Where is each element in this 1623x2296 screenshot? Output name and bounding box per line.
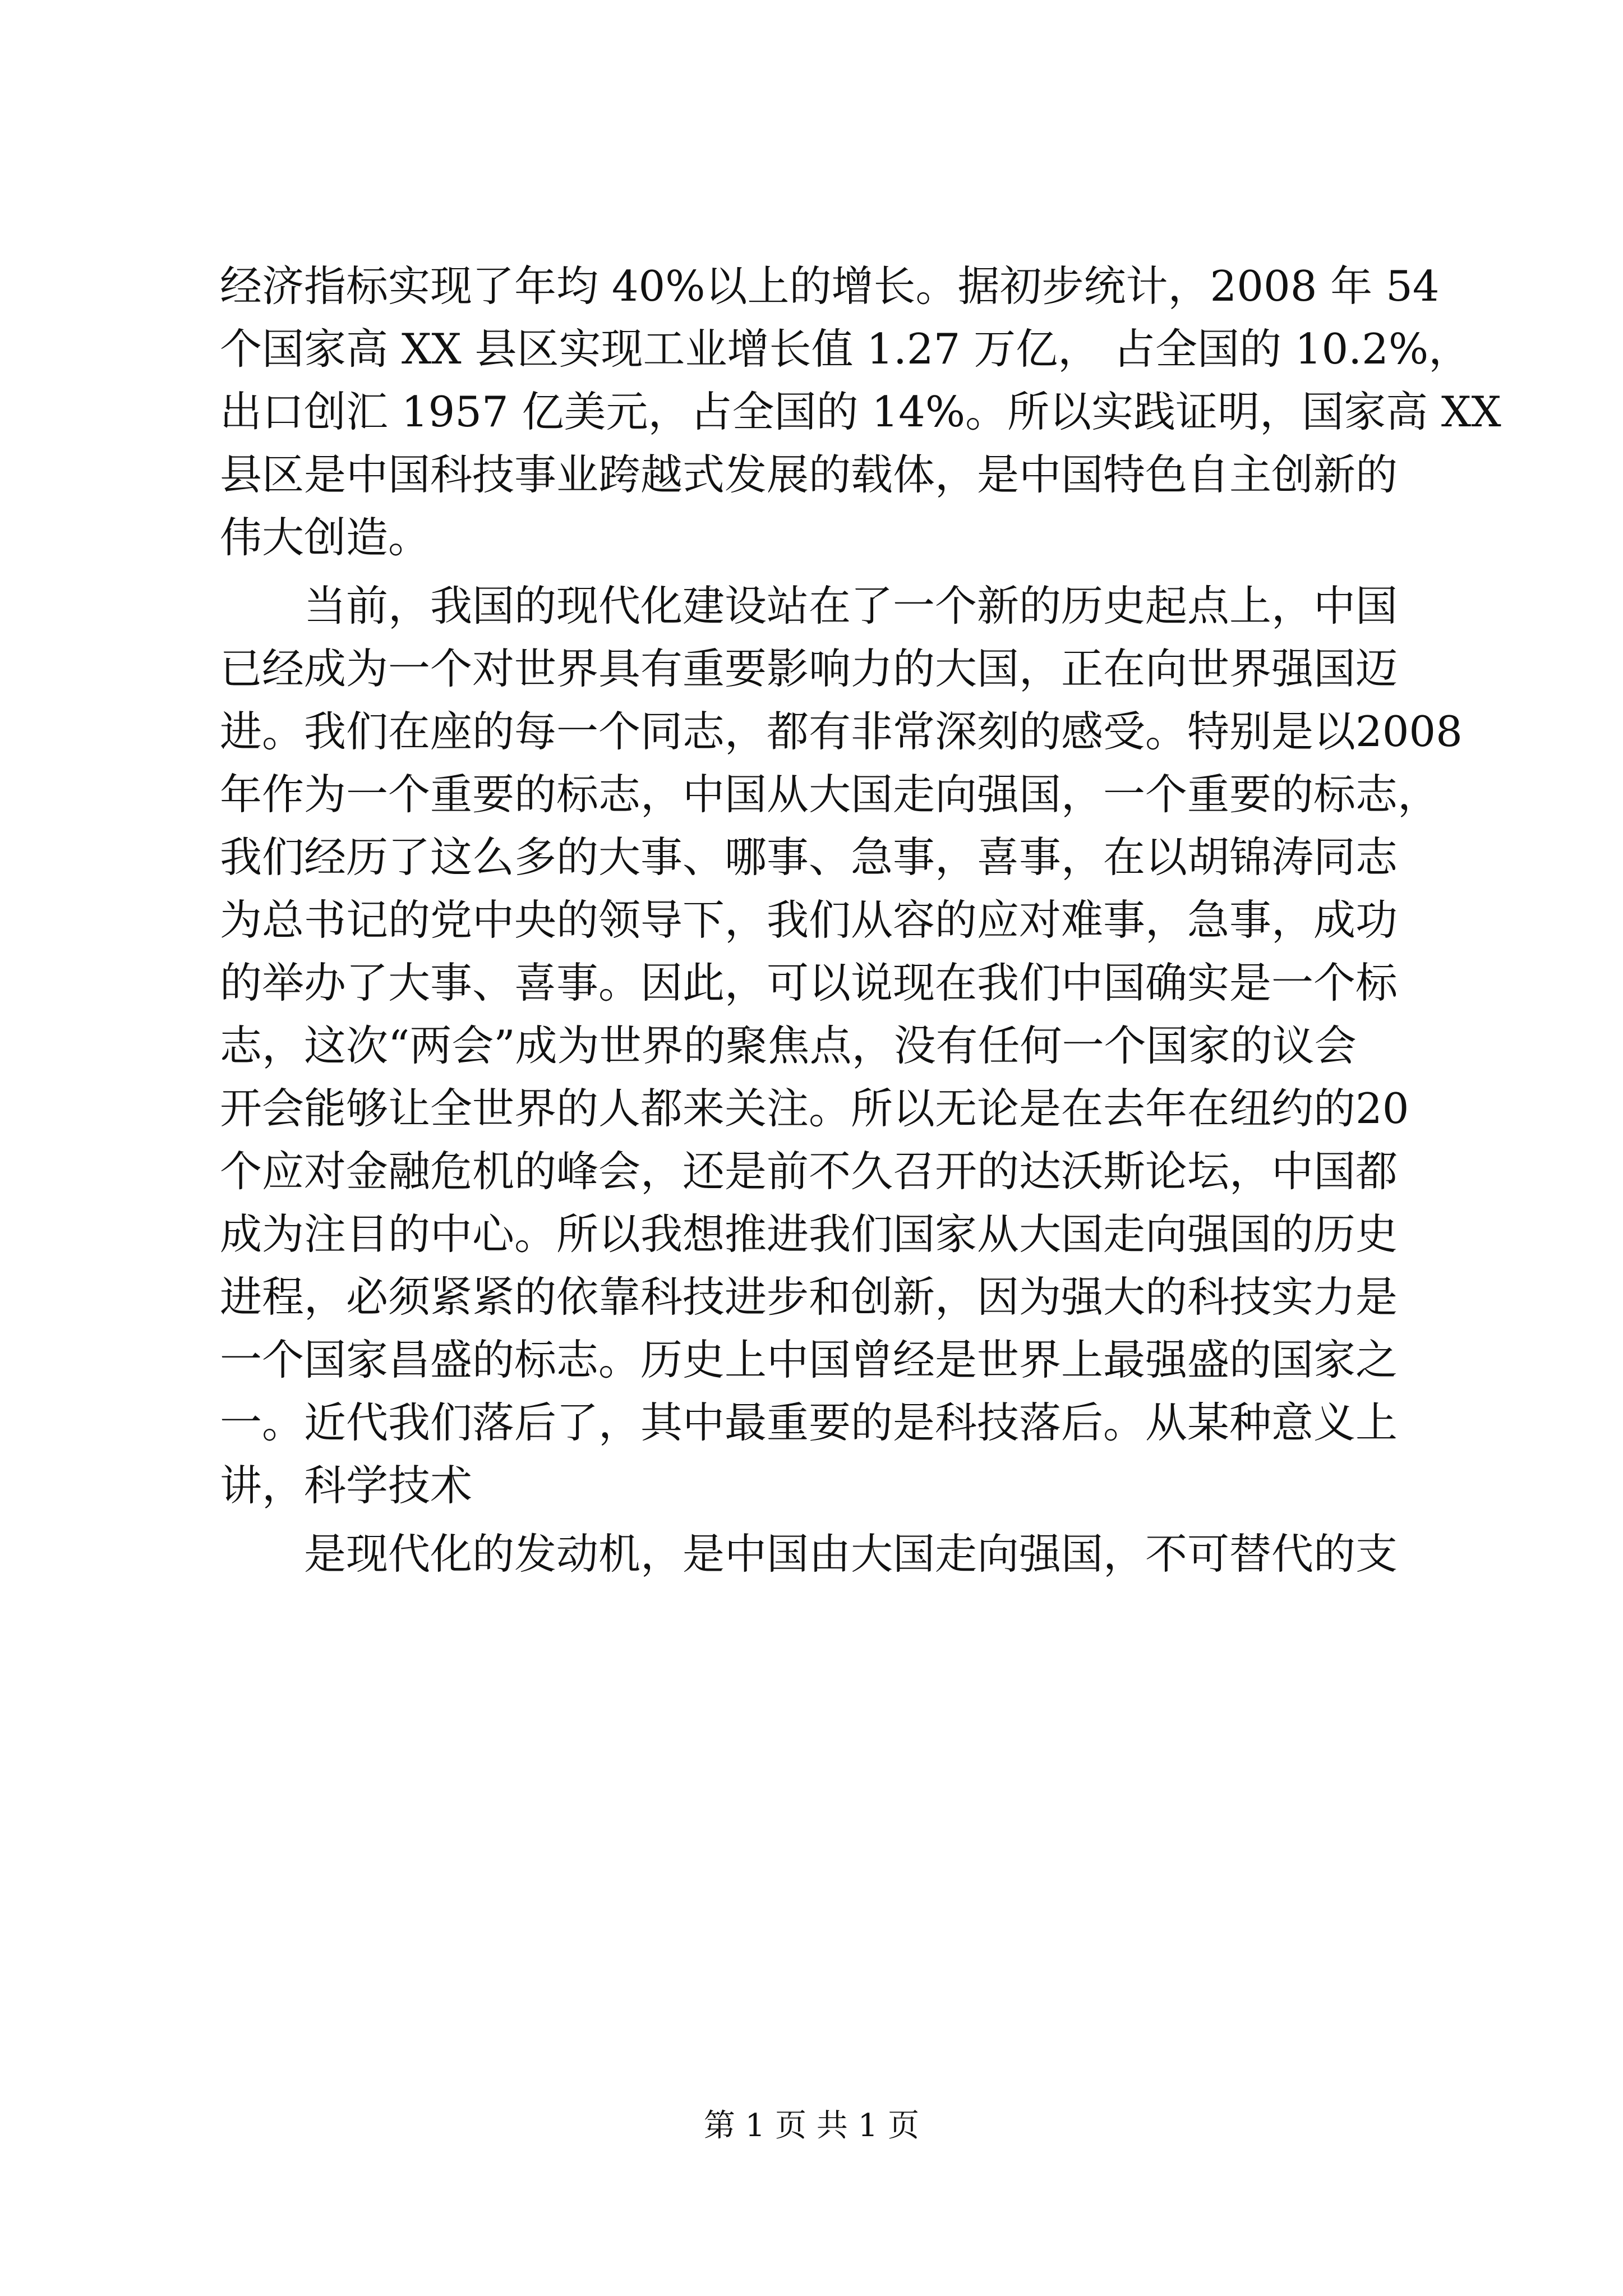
text-line: 志，这次“两会”成为世界的聚焦点，没有任何一个国家的议会 xyxy=(220,1021,1357,1070)
text-line: 开会能够让全世界的人都来关注。所以无论是在去年在纽约的20 xyxy=(220,1084,1409,1133)
text-line: 年作为一个重要的标志，中国从大国走向强国，一个重要的标志， xyxy=(220,770,1440,819)
text-line: 伟大创造。 xyxy=(220,513,431,562)
text-line: 经济指标实现了年均 40%以上的增长。据初步统计，2008 年 54 xyxy=(220,261,1440,311)
text-line: 我们经历了这么多的大事、哪事、急事，喜事，在以胡锦涛同志 xyxy=(220,832,1398,882)
text-line: 的举办了大事、喜事。因此，可以说现在我们中国确实是一个标 xyxy=(220,958,1398,1007)
text-line: 一个国家昌盛的标志。历史上中国曾经是世界上最强盛的国家之 xyxy=(220,1335,1398,1384)
text-line: 进程，必须紧紧的依靠科技进步和创新，因为强大的科技实力是 xyxy=(220,1272,1398,1322)
text-line: 出口创汇 1957 亿美元，占全国的 14%。所以实践证明，国家高 XX xyxy=(220,387,1501,436)
text-line: 讲，科学技术 xyxy=(220,1461,473,1510)
text-line: 一。近代我们落后了，其中最重要的是科技落后。从某种意义上 xyxy=(220,1398,1398,1447)
text-line: 县区是中国科技事业跨越式发展的载体，是中国特色自主创新的 xyxy=(220,450,1398,499)
text-line: 进。我们在座的每一个同志，都有非常深刻的感受。特别是以2008 xyxy=(220,707,1463,756)
text-line: 为总书记的党中央的领导下，我们从容的应对难事，急事，成功 xyxy=(220,895,1398,945)
text-line: 是现代化的发动机，是中国由大国走向强国，不可替代的支 xyxy=(304,1529,1398,1579)
page-footer: 第 1 页 共 1 页 xyxy=(703,2108,920,2144)
text-line: 个应对金融危机的峰会，还是前不久召开的达沃斯论坛，中国都 xyxy=(220,1147,1398,1196)
text-line: 成为注目的中心。所以我想推进我们国家从大国走向强国的历史 xyxy=(220,1209,1398,1259)
text-line: 个国家高 XX 县区实现工业增长值 1.27 万亿， 占全国的 10.2%， xyxy=(220,324,1471,374)
text-line: 已经成为一个对世界具有重要影响力的大国，正在向世界强国迈 xyxy=(220,644,1398,693)
text-line: 当前，我国的现代化建设站在了一个新的历史起点上，中国 xyxy=(304,581,1398,631)
